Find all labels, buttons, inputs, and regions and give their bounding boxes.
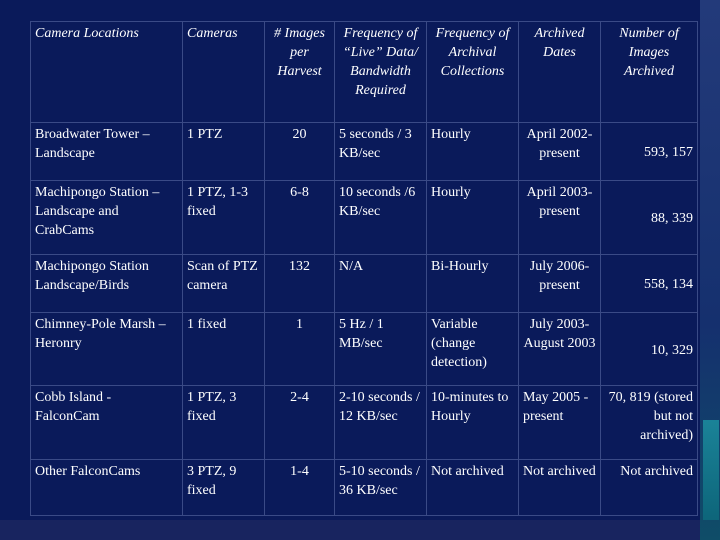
count-cell: 10, 329 — [601, 313, 698, 386]
location-cell: Broadwater Tower – Landscape — [31, 123, 183, 181]
header-cell: Frequency of Archival Collections — [427, 22, 519, 123]
count-cell: 88, 339 — [601, 181, 698, 255]
count-cell: 558, 134 — [601, 255, 698, 313]
dates-cell: Not archived — [519, 460, 601, 516]
dates-cell: July 2003- August 2003 — [519, 313, 601, 386]
location-cell: Cobb Island - FalconCam — [31, 386, 183, 460]
images-cell: 20 — [265, 123, 335, 181]
table-row — [31, 123, 698, 181]
images-cell: 1 — [265, 313, 335, 386]
live-cell: 5 Hz / 1 MB/sec — [335, 313, 427, 386]
live-cell: 5-10 seconds / 36 KB/sec — [335, 460, 427, 516]
dates-cell: July 2006- present — [519, 255, 601, 313]
archival-cell: 10-minutes to Hourly — [427, 386, 519, 460]
cameras-cell: 1 PTZ, 1-3 fixed — [183, 181, 265, 255]
table-row — [31, 255, 698, 313]
location-cell: Chimney-Pole Marsh – Heronry — [31, 313, 183, 386]
cameras-cell: 1 PTZ, 3 fixed — [183, 386, 265, 460]
archival-cell: Hourly — [427, 181, 519, 255]
dates-cell: April 2002- present — [519, 123, 601, 181]
cameras-cell: 1 fixed — [183, 313, 265, 386]
images-cell: 1-4 — [265, 460, 335, 516]
count-cell: Not archived — [601, 460, 698, 516]
header-cell: # Images per Harvest — [265, 22, 335, 123]
archival-cell: Bi-Hourly — [427, 255, 519, 313]
bottom-strip — [0, 520, 720, 540]
header-cell: Camera Locations — [31, 22, 183, 123]
cameras-cell: Scan of PTZ camera — [183, 255, 265, 313]
cameras-cell: 1 PTZ — [183, 123, 265, 181]
table-row — [31, 313, 698, 386]
teal-decoration — [703, 420, 719, 520]
location-cell: Machipongo Station – Landscape and CrabCams — [31, 181, 183, 255]
count-cell: 70, 819 (stored but not archived) — [601, 386, 698, 460]
images-cell: 132 — [265, 255, 335, 313]
archival-cell: Variable (change detection) — [427, 313, 519, 386]
live-cell: 5 seconds / 3 KB/sec — [335, 123, 427, 181]
images-cell: 2-4 — [265, 386, 335, 460]
dates-cell: May 2005 - present — [519, 386, 601, 460]
live-cell: 10 seconds /6 KB/sec — [335, 181, 427, 255]
header-cell: Archived Dates — [519, 22, 601, 123]
header-row — [31, 22, 698, 123]
cameras-cell: 3 PTZ, 9 fixed — [183, 460, 265, 516]
location-cell: Other FalconCams — [31, 460, 183, 516]
location-cell: Machipongo Station Landscape/Birds — [31, 255, 183, 313]
table-row — [31, 386, 698, 460]
images-cell: 6-8 — [265, 181, 335, 255]
count-cell: 593, 157 — [601, 123, 698, 181]
table-row — [31, 181, 698, 255]
header-cell: Number of Images Archived — [601, 22, 698, 123]
archival-cell: Hourly — [427, 123, 519, 181]
header-cell: Frequency of “Live” Data/ Bandwidth Required — [335, 22, 427, 123]
dates-cell: April 2003- present — [519, 181, 601, 255]
archival-cell: Not archived — [427, 460, 519, 516]
live-cell: 2-10 seconds / 12 KB/sec — [335, 386, 427, 460]
header-cell: Cameras — [183, 22, 265, 123]
live-cell: N/A — [335, 255, 427, 313]
table-row — [31, 460, 698, 516]
camera-table — [30, 21, 698, 516]
